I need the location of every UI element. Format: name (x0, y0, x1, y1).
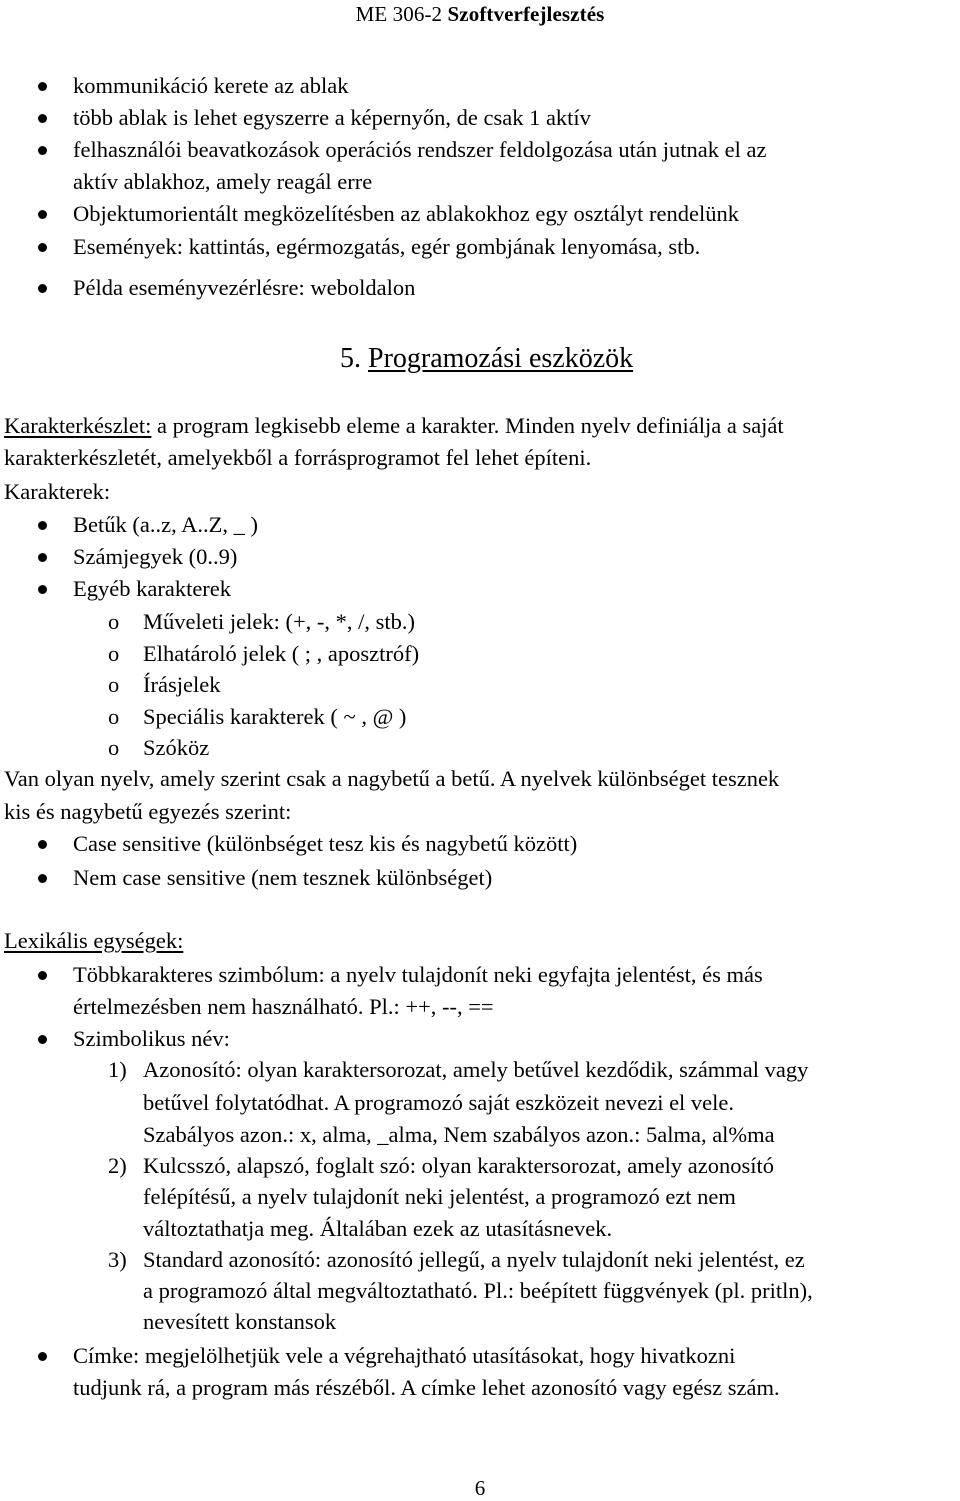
bullet-dot (38, 114, 47, 123)
section-heading (340, 342, 633, 376)
list-item: Számjegyek (0..9) (73, 544, 238, 569)
bullet-dot (38, 874, 47, 883)
numbered-item-line: Azonosító: olyan karaktersorozat, amely betűvel kezdődik, számmal vagy (143, 1057, 809, 1082)
list-item: Objektumorientált megközelítésben az ablakokhoz egy osztályt rendelünk (73, 201, 740, 226)
course-title: Szoftverfejlesztés (447, 2, 605, 26)
bullet-dot (38, 840, 47, 849)
charset-text: a program legkisebb eleme a karakter. Minden nyelv definiálja a saját (151, 413, 784, 438)
numbered-item-line: felépítésű, a nyelv tulajdonít neki jelentést, a programozó ezt nem (143, 1184, 736, 1209)
item-number: 2) (108, 1153, 127, 1178)
page-header (0, 2, 960, 27)
page-number: 6 (474, 1476, 486, 1500)
numbered-item-line: nevesített konstansok (143, 1309, 337, 1334)
list-item: Szimbolikus név: (73, 1026, 230, 1051)
sub-marker: o (108, 672, 120, 697)
list-item: Többkarakteres szimbólum: a nyelv tulajdonít neki egyfajta jelentést, és más (73, 962, 763, 987)
list-item: Egyéb karakterek (73, 576, 232, 601)
numbered-item-line: Szabályos azon.: x, alma, _alma, Nem szabályos azon.: 5alma, al%ma (143, 1122, 775, 1147)
characters-label: Karakterek: (4, 479, 111, 504)
bullet-dot (38, 210, 47, 219)
bullet-dot (38, 146, 47, 155)
list-item: Példa eseményvezérlésre: weboldalon (73, 275, 416, 300)
list-item: Események: kattintás, egérmozgatás, egér gombjának lenyomása, stb. (73, 234, 701, 259)
item-number: 3) (108, 1247, 127, 1272)
bullet-dot (38, 243, 47, 252)
sub-marker: o (108, 641, 120, 666)
list-item: Betűk (a..z, A..Z, _ ) (73, 512, 258, 537)
list-item: kommunikáció kerete az ablak (73, 73, 349, 98)
list-item: Nem case sensitive (nem tesznek különbséget) (73, 865, 493, 890)
sub-marker: o (108, 735, 120, 760)
numbered-item-line: Kulcsszó, alapszó, foglalt szó: olyan karaktersorozat, amely azonosító (143, 1153, 775, 1178)
list-item-continuation: értelmezésben nem használható. Pl.: ++, --, == (73, 994, 494, 1019)
sub-item: Elhatároló jelek ( ; , aposztróf) (143, 641, 420, 666)
bullet-dot (38, 1352, 47, 1361)
sub-item: Speciális karakterek ( ~ , @ ) (143, 704, 407, 729)
numbered-item-line: betűvel folytatódhat. A programozó saját eszközeit nevezi el vele. (143, 1090, 735, 1115)
section-number: 5. (340, 343, 361, 374)
list-item-continuation: aktív ablakhoz, amely reagál erre (73, 169, 373, 194)
item-number: 1) (108, 1057, 127, 1082)
bullet-dot (38, 553, 47, 562)
case-paragraph-line2: kis és nagybetű egyezés szerint: (4, 799, 292, 824)
list-item: Case sensitive (különbséget tesz kis és nagybetű között) (73, 831, 578, 856)
list-item: több ablak is lehet egyszerre a képernyőn, de csak 1 aktív (73, 105, 591, 130)
list-item: felhasználói beavatkozások operációs rendszer feldolgozása után jutnak el az (73, 137, 767, 162)
sub-marker: o (108, 609, 120, 634)
course-code: ME 306-2 (355, 2, 443, 26)
bullet-dot (38, 82, 47, 91)
sub-item: Műveleti jelek: (+, -, *, /, stb.) (143, 609, 416, 634)
section-title: Programozási eszközök (368, 343, 634, 374)
lexical-label: Lexikális egységek: (4, 928, 184, 953)
numbered-item-line: a programozó által megváltoztatható. Pl.: beépített függvények (pl. pritln), (143, 1278, 813, 1303)
sub-item: Szóköz (143, 735, 210, 760)
bullet-dot (38, 521, 47, 530)
numbered-item-line: Standard azonosító: azonosító jellegű, a nyelv tulajdonít neki jelentést, ez (143, 1247, 805, 1272)
numbered-item-line: változtathatja meg. Általában ezek az utasításnevek. (143, 1216, 613, 1241)
sub-marker: o (108, 704, 120, 729)
charset-text-line2: karakterkészletét, amelyekből a forrásprogramot fel lehet építeni. (4, 445, 592, 470)
sub-item: Írásjelek (143, 672, 221, 697)
list-item: Címke: megjelölhetjük vele a végrehajtható utasításokat, hogy hivatkozni (73, 1343, 736, 1368)
bullet-dot (38, 284, 47, 293)
case-paragraph: Van olyan nyelv, amely szerint csak a nagybetű a betű. A nyelvek különbséget tesznek (4, 766, 780, 791)
bullet-dot (38, 1035, 47, 1044)
charset-label: Karakterkészlet: (4, 413, 152, 438)
charset-paragraph (4, 412, 784, 440)
bullet-dot (38, 971, 47, 980)
bullet-dot (38, 585, 47, 594)
list-item-continuation: tudjunk rá, a program más részéből. A címke lehet azonosító vagy egész szám. (73, 1375, 780, 1400)
